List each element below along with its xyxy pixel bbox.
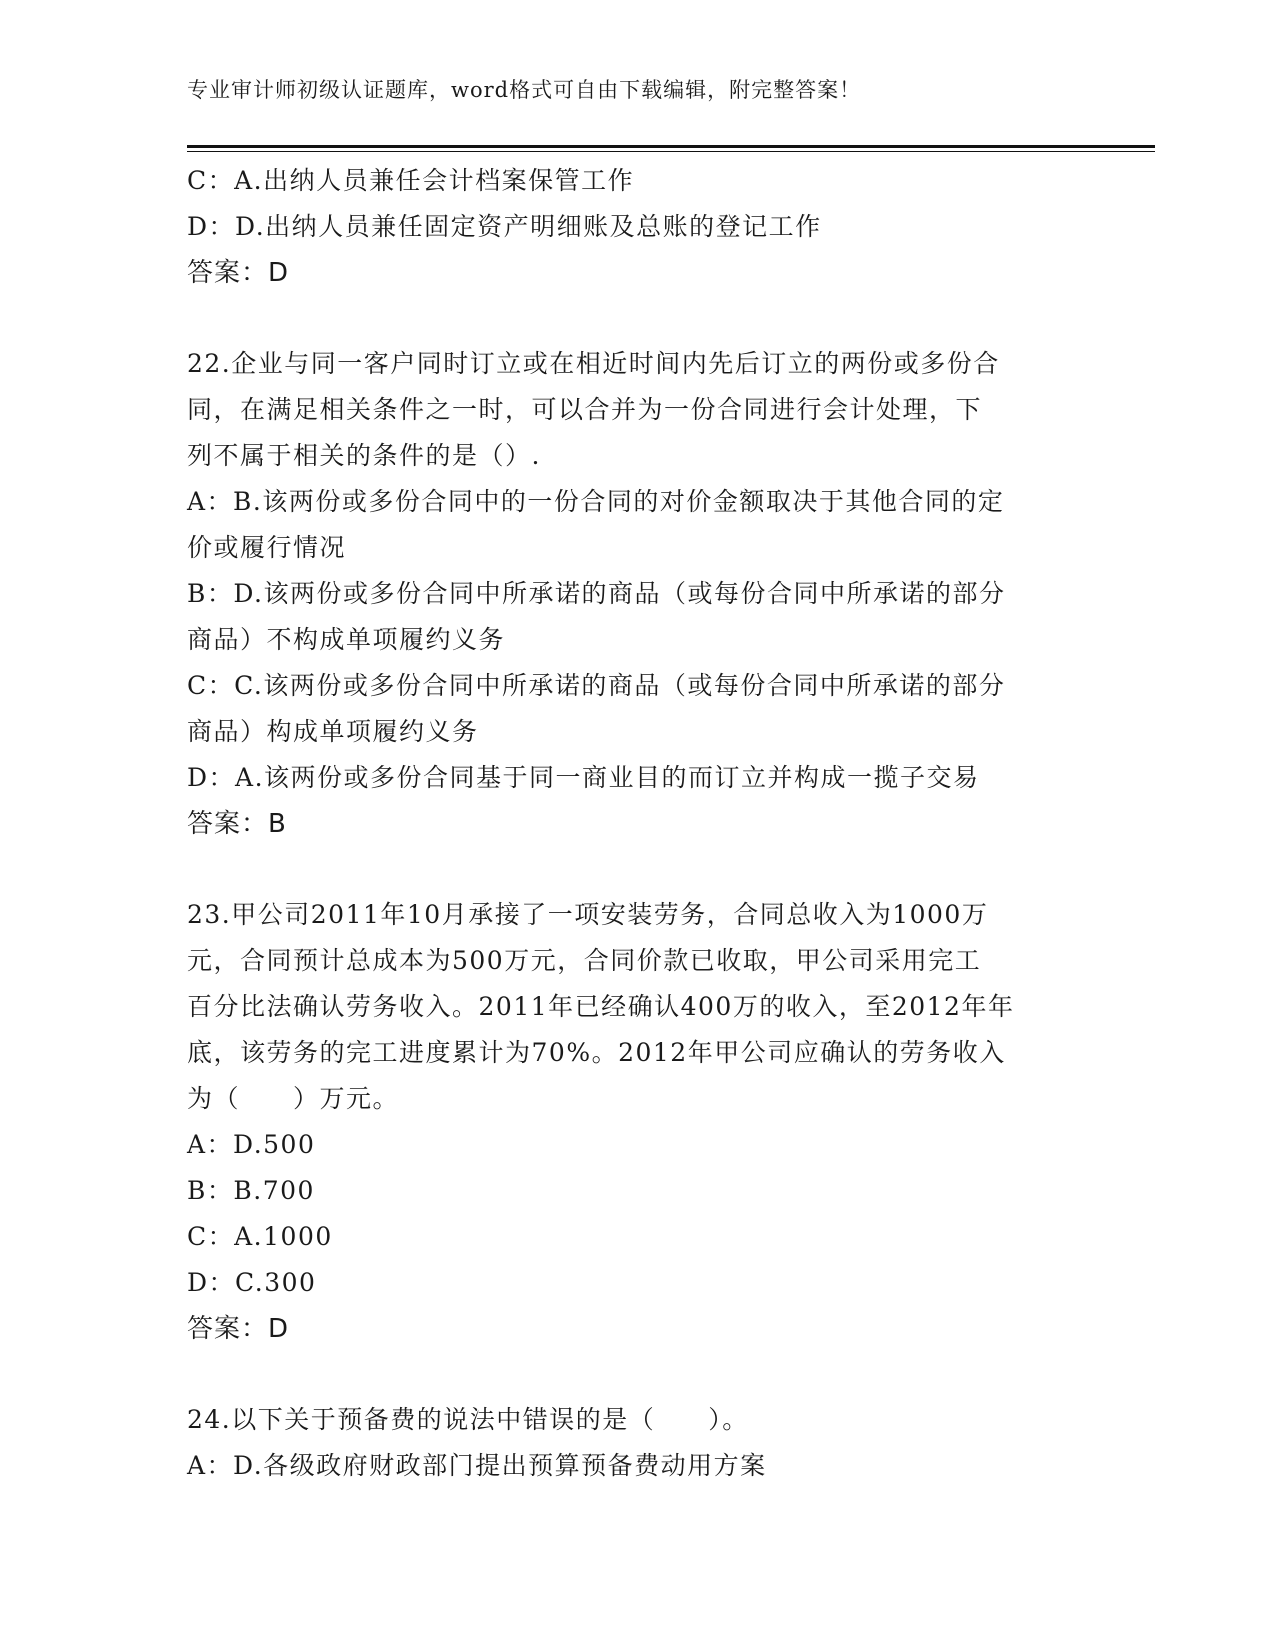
header-rule-thin [187, 151, 1155, 152]
option-line: C：C.该两份或多份合同中所承诺的商品（或每份合同中所承诺的部分 [187, 671, 1006, 700]
option-line: A：D.各级政府财政部门提出预算预备费动用方案 [187, 1451, 767, 1480]
question-block-24 [187, 1397, 1087, 1489]
question-text-line: 23.甲公司2011年10月承接了一项安装劳务，合同总收入为1000万 [187, 900, 989, 929]
question-block-22 [187, 341, 1087, 847]
question-text-line: 24.以下关于预备费的说法中错误的是（ ）。 [187, 1405, 749, 1434]
option-line: D：A.该两份或多份合同基于同一商业目的而订立并构成一揽子交易 [187, 763, 980, 792]
option-line: C：A.出纳人员兼任会计档案保管工作 [187, 166, 635, 195]
spacer [187, 296, 1087, 341]
header-rule-thick [187, 145, 1155, 148]
option-line: A：B.该两份或多份合同中的一份合同的对价金额取决于其他合同的定 [187, 487, 1005, 516]
page-header: 专业审计师初级认证题库，word格式可自由下载编辑，附完整答案！ [187, 78, 862, 102]
answer-line: 答案：B [187, 809, 287, 839]
option-line: 商品）构成单项履约义务 [187, 717, 479, 746]
answer-line: 答案：D [187, 258, 290, 288]
question-content [187, 158, 1087, 1489]
option-line: B：B.700 [187, 1176, 315, 1205]
option-line: D：D.出纳人员兼任固定资产明细账及总账的登记工作 [187, 212, 822, 241]
question-block-21 [187, 158, 1087, 296]
spacer [187, 1352, 1087, 1397]
question-text-line: 同，在满足相关条件之一时，可以合并为一份合同进行会计处理，下 [187, 395, 983, 424]
question-text-line: 列不属于相关的条件的是（）. [187, 441, 541, 470]
option-line: B：D.该两份或多份合同中所承诺的商品（或每份合同中所承诺的部分 [187, 579, 1006, 608]
option-line: C：A.1000 [187, 1222, 333, 1251]
option-line: D：C.300 [187, 1268, 317, 1297]
question-text-line: 22.企业与同一客户同时订立或在相近时间内先后订立的两份或多份合 [187, 349, 1000, 378]
option-line: A：D.500 [187, 1130, 316, 1159]
question-text-line: 元，合同预计总成本为500万元，合同价款已收取，甲公司采用完工 [187, 946, 982, 975]
option-line: 商品）不构成单项履约义务 [187, 625, 506, 654]
question-text-line: 底，该劳务的完工进度累计为70%。2012年甲公司应确认的劳务收入 [187, 1038, 1006, 1067]
option-line: 价或履行情况 [187, 533, 347, 562]
answer-line: 答案：D [187, 1314, 290, 1344]
question-text-line: 百分比法确认劳务收入。2011年已经确认400万的收入，至2012年年 [187, 992, 1015, 1021]
question-text-line: 为（ ）万元。 [187, 1084, 400, 1113]
spacer [187, 847, 1087, 892]
question-block-23 [187, 892, 1087, 1352]
